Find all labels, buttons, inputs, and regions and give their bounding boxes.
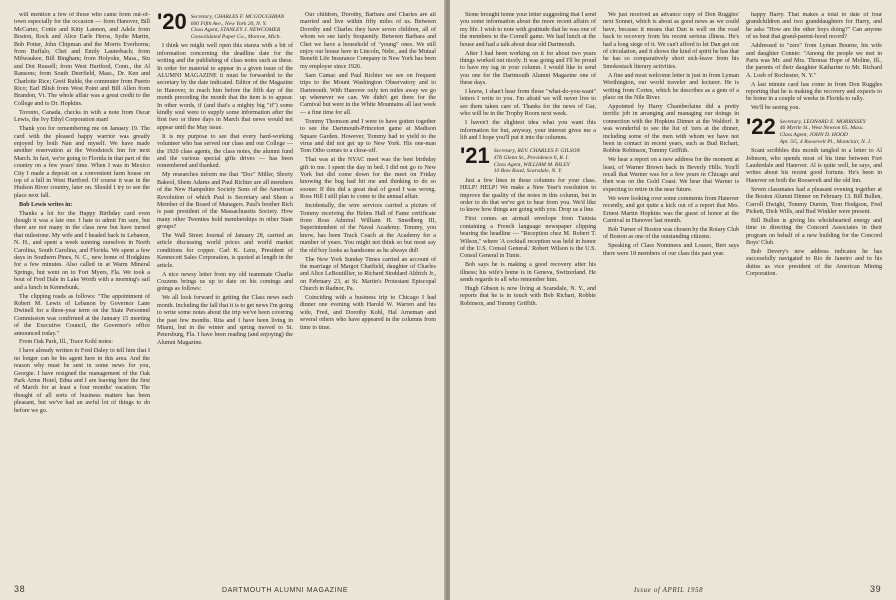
paragraph: That was at the NYAC meet was the best birthday gift to me. I spent the day in bed. I did not go to New York but did come down for the meet on Friday knowing the bug had hit me and thinking to do so sooner. If this did a great deal of good I was wrong. Ross Hill I still plan to come to the annual affair. bbox=[300, 157, 436, 201]
right-column-2 bbox=[603, 12, 739, 260]
paragraph: After I had been working on it for about two years things worked out nicely. It was going and I'll be proud to have my tag in your column. I would like to send you one for the Dartmouth Alumni Magazine one of these days. bbox=[460, 50, 596, 87]
paragraph: It is my purpose to see that every hard-working volunteer who has served our class and our College — the 1920 class agents, the class notes, the alumni fund and the various special gifts drives — has been remembered and thanked. bbox=[157, 133, 293, 170]
paragraph: From Oak Park, Ill., Trace Kohl notes: bbox=[19, 339, 113, 346]
paragraph: Tommy Thomson and I were to have gotten together to see the Dartmouth-Princeton game at Madison Square Garden. However, Tommy had to yield to the virus and did not get up to New York. His one-man Tom Otho comes to a close-off. bbox=[300, 118, 436, 155]
class-header-1922 bbox=[746, 113, 882, 145]
secretary-address: 46 Myrtle St., West Newton 65, Mass. bbox=[779, 125, 864, 132]
paragraph: Stone brought home your letter suggesting that I send you some information about the more recent affairs of my life. I wish to note with gratitude that he was one of the members to the Cornell game. We had lunch at the house and had a talk about dear old Dartmouth. bbox=[460, 12, 596, 48]
class-header-1920 bbox=[157, 12, 293, 40]
class-year: '21 bbox=[460, 143, 490, 169]
paragraph: I have already written to Fred Daley to tell him that I no longer can be his agent here in this area. And the reason why must be sent in some news for you, Georgie. I have resigned the management of the Oak Park Arms Hotel, Edna and I are leaving here the first of March for at least a four months' vacation. The thought of all sorts of business matters has been pleasant, but we've had an awful lot of things to do before we go. bbox=[14, 348, 150, 414]
paragraph: We all look forward to getting the Class news each month. Including the fall that it is to get news I'm going to write some notes about the trip we've been covering the past few months. Rita and I have been living in Miami, but in the winter and spring moved to St. Petersburg, Fla. I have been reading (and enjoying) the Alumni Magazine. bbox=[157, 295, 293, 346]
paragraph: Bob Turner of Boston was chosen by the Rotary Club of Boston as one of the outstanding citizens. bbox=[603, 226, 739, 241]
class-officers bbox=[494, 146, 580, 174]
left-running-footer: DARTMOUTH ALUMNI MAGAZINE bbox=[222, 587, 349, 594]
right-page bbox=[450, 0, 896, 600]
class-officers bbox=[191, 12, 285, 40]
paragraph: will mention a few of those who came from out-of-town especially for the occasion — from Hanover, Bill McCarter, Cottie and Kitty Lannon, and Adele from Boston, Rock and Alice Earle Heros, Sydie Martin, Bob Potter, John Chipman and the Morris Everhorns; from Buffalo, Chet and Emily Lauterbach; from Milwaukee, Bill Bingham; from Holyoke, Mass., Stu and Dot Russell; from West Hartford, Conn., the Al Ransons; from South Deerfield, Mass., Dr. Ken and Charlotte Rice; Greif Ruhle, the commuter from Puerto Rico; Earl Blish from West Point and Bill Allen from Brandon, Vt. The whole affair was a great credit to the College and to Dr. Hopkins. bbox=[14, 12, 150, 107]
agent-address: Consolidated Paper Co., Monroe, Mich. bbox=[190, 33, 281, 40]
paragraph: Bob says he is making a good recovery after his illness; his wife's home is in Geneva, Switzerland. He sends regards to all who remember him. bbox=[460, 262, 596, 284]
class-officers bbox=[780, 117, 872, 145]
agent-line: Class Agent, WILLIAM M. RILEY bbox=[493, 161, 570, 168]
paragraph: Thank you for remembering me on January 19. The card with the pleased happy warrior was greatly enjoyed by both Nan and myself. We have made another reservation at the Woodstock Inn for next March. In fact, we're going to Florida in that part of the country on a few years' time. When I was in Mexico City I made a deposit on a convenient farm house on top of a hill in West Hartford. Of course it was in the Hudson River country, later on. Should I try to see the place next fall. bbox=[14, 126, 150, 199]
paragraph: A nice newsy letter from my old teammate Charlie Cozzens brings us up to date on his comings and goings as follows: bbox=[157, 271, 293, 293]
paragraph: Speaking of Class Nominees and Losses, Bert says there were 18 members of our class this past year. bbox=[603, 243, 739, 257]
paragraph: Bill Bullen is giving his wholehearted energy and time in directing the Concord Associates in their program on behalf of a new building for the Concord Boys' Club. bbox=[746, 217, 882, 247]
secretary-address: 600 Fifth Ave., New York 20, N. Y. bbox=[190, 20, 267, 27]
paragraph: Bob Lewis writes in: bbox=[19, 201, 73, 208]
paragraph: We just received an advance copy of Don Ruggles' next Sonnet, which is about as good news as we could have, because it means that Dan is well on the road back to recovery from his recent serious illness. He's had a long siege of it. We can't afford to let Dan get out of circulation, and it shows the kind of spirit he has that he has so comparatively short sick-leave from his Smokestack literary activities. bbox=[603, 12, 739, 70]
left-page bbox=[0, 0, 446, 600]
paragraph: The clipping reads as follows: "The appointment of Robert M. Lewis of Lebanon by Governor Lane Dwinell for a three-year term on the State Personnel Commission was confirmed at the January 15 meeting of the Executive Council, the Governor's office announced today." bbox=[14, 293, 150, 337]
right-column-3 bbox=[746, 12, 882, 280]
paragraph: Thanks a lot for the Happy Birthday card even though it was a late one. I hate to admit I'm sure, but there are not many in the class now but have turned that milestone. My wife and I headed back in Lebanon, N. H., and spent a week sunning ourselves in North Carolina, South Carolina, and Florida. We spent a few days in Southern Pines, N. C., new home of Hodgkins for a few minutes. Also called in at Warm Mineral Springs, but went on to Fort Myers, Fla. We took a bout of Fred Dale in Lake Worth with a morning's sail and a lunch in Kennebunk. bbox=[14, 210, 150, 291]
paragraph: Toronto, Canada, checks in with a note from Oscar Lewis, the Ivy Ethyl Corporation man! bbox=[14, 109, 150, 124]
paragraph: We'll be seeing you. bbox=[751, 105, 801, 112]
paragraph: We hear a report on a new address for the moment at least, of Warner Brown back in Beverly Hills. You'll recall that Warner was for a few years in Chicago and then was on the Gold Coast. We hear that Warner is expecting to retire in the near future. bbox=[603, 157, 739, 193]
left-column-2 bbox=[157, 12, 293, 349]
paragraph: Appointed by Harry Chamberlaine did a pretty terrific job in arranging and managing our doings in connection with the Hopkins Dinner at the Waldorf. It was wonderful to see the list of 'zers at the dinner, including some of the men with whom we have not been in contact in recent years, such as Bud Richart, Robbie Robinson, Tommy Griffith. bbox=[603, 103, 739, 155]
right-running-footer: Issue of APRIL 1958 bbox=[634, 586, 704, 594]
paragraph: Bob Devery's new address indicates he has successfully navigated to Rio de Janeiro and to his duties as vice president of the American Mining Corporation. bbox=[746, 248, 882, 278]
paragraph: Scant scribbles this month tangled in a letter to Al Johnson, who spends most of his time between Fort Lauderdale and Hanover. Al is quite well, he says, and writes about his recent good fortune. He's been in Hanover on both the Roosevelt and the old Inn. bbox=[746, 148, 882, 184]
paragraph: Our children, Dorothy, Barbara and Charles are all married and live within fifty miles of us. Between Dorothy and Charles they have seven children, all of whom we see fairly frequently. Between Barbara and Chet we have a household of "young" ones. We still enjoy our house here in Lincoln, Nebr., and the Mutual Benefit Life Insurance Company in New York has been my employer since 1926. bbox=[300, 12, 436, 70]
right-column-1 bbox=[460, 12, 596, 310]
paragraph: I think we might well open this stanza with a bit of information concerning the deadline date for the writing and the publishing of class notes such as these. In order for material to appear in a given issue of the ALUMNI MAGAZINE it must be forwarded to the secretary by the date indicated. Editor of the Magazine in Hanover, to reach him before the fifth day of the month preceding the month that the item is to appear. In other words, if (and that's a mighty big "if") some kindly soul were to supply some information after the first two or three days in March that news would not appear until the May issue. bbox=[157, 43, 293, 131]
class-year: '22 bbox=[746, 113, 776, 139]
secretary-line: Secretary, CHARLES F. MCGOUGHRAN bbox=[190, 14, 285, 20]
paragraph: A fine and most welcome letter is just in from Lyman Worthington, our world traveler and lecturer. He is writing from Cortes, which he describes as a gem of a place on the Nile River. bbox=[603, 72, 739, 101]
paragraph: Coinciding with a business trip to Chicago I had dinner one evening with Harold W. Warren and his wife, Fred, and Dorothy Kohl, Hal Arneman and several others who have appeared in the columns from time to time. bbox=[300, 295, 436, 331]
paragraph: Just a few lines in these columns for your class. HELP! HELP! We make a New Year's resolution to improve the quality of the notes in this column, but in order to do that we've got to hear from you. We'd like to know how things are going with you. Drop us a line. bbox=[460, 177, 596, 214]
class-year: '20 bbox=[157, 12, 187, 34]
left-column-3 bbox=[300, 12, 436, 334]
paragraph: First comes an airmail envelope from Tunisia containing a French language newspaper clipping bearing the headline — "Reception chez M. Robert T. Wilson," where 'A cocktail reception was held in honor of the U.S. Consul General.' Robert Wilson is the U.S. Consul General in Tunis. bbox=[460, 216, 596, 260]
agent-line: Class Agent, JOHN D. HOOD bbox=[779, 131, 848, 138]
paragraph: Seven classmates had a pleasant evening together at the Boston Alumni Dinner on February 13. Bill Bullen, Carroll Dwight, Tommy Durnin, Tom Hodgson, Fred Pickett, Dick Wills, and Bud Winkler were present. bbox=[746, 186, 882, 215]
left-column-1 bbox=[14, 12, 150, 417]
paragraph: Incidentally, the wire services carried a picture of Tommy receiving the Helms Hall of Fame certificate from Ross Admiral William H. Smedberg III, Superintendent of the Naval Academy. Tommy, you know, has been Track Coach at the Academy for a number of years. You might not think so but most say the old boy looks as handsome as he always did! bbox=[300, 203, 436, 254]
paragraph: I know, I shan't hear from those "what-do-you-want" letters I write to you. I'm afraid we will never live to see them taken care of. Thanks for the news of Gar, who will be in the Trophy Room next week. bbox=[460, 89, 596, 118]
secretary-line: Secretary, REV. CHARLES F. GILSON bbox=[493, 148, 581, 155]
secretary-address: 476 Glenn St., Providence 6, R. I. bbox=[493, 155, 569, 161]
class-header-1921 bbox=[460, 143, 596, 175]
paragraph: The New York Sunday Times carried an account of the marriage of Margot Chatfield, daughter of Charles and Alice LeBoutillier, to Richard Stoddard Aldrich Jr., on February 23, at St. Martin's Protestant Episcopal Church in Radnor, Pa. bbox=[300, 256, 436, 293]
paragraph: A last minute card has come in from Don Ruggles reporting that he is making the recovery and expects to be home in a couple of weeks in Florida to rally. bbox=[746, 81, 882, 103]
paragraph: Sam Camac and Paul Richter we see on frequent trips to the Mount Washington Observatory and to Dartmouth. With Hanover only ten miles away we go up whenever we can. We didn't get there for the Carnival but were in the White Mountains all last week — a fine time for all. bbox=[300, 72, 436, 116]
paragraph: The Wall Street Journal of January 28, carried an article discussing world prices and world market conditions for copper. Carl K. Lenz, President of Kennecott Sales Corporation, is quoted at length in the article. bbox=[157, 233, 293, 269]
agent-address: 10 Bow Road, Scarsdale, N. Y. bbox=[493, 168, 563, 175]
paragraph: My researches inform me that "Doc" Miller, Shorty Bakeol, Shem Adams and Paul Richter are all members of the New Hampshire Society Sons of the American Revolution of which Paul is Secretary and Shem a Member of the Board of Managers. Paul's brother Rich is past president of the Massachusetts Society. How many other Twenties hold memberships in other State groups? bbox=[157, 172, 293, 231]
agent-address: Apt. 5G, 4 Roosevelt Pl., Montclair, N. J. bbox=[779, 138, 872, 145]
agent-line: Class Agent, STANLEY J. NEWCOMER bbox=[190, 27, 281, 34]
paragraph: Addressed to "zers" from Lyman Bourne, his wife and daughter Connie: "Among the people we met in Paris was Mr. and Mrs. Thomas Hope of Moline, Ill., the parents of their daughter Katharine to Mr. Richard A. Loeb of Rochester, N. Y." bbox=[746, 43, 882, 79]
paragraph: We were looking over some comments from Hanover recently, and got quite a kick out of a report that Mrs. Ernest Martin Hopkins was the guest of honor at the Carnival in Hanover last month. bbox=[603, 195, 739, 224]
secretary-line: Secretary, LEONARD E. MORRISSEY bbox=[779, 118, 866, 125]
paragraph: Hugh Gibson is now living at Scarsdale, N. Y., and reports that he is in touch with Bob Richart, Robbie Robinson, and Tommy Griffith. bbox=[460, 285, 596, 307]
paragraph: I haven't the slightest idea what you want this information for but, anyway, your interest gives me a lift and I hope you'll put it into the columns. bbox=[460, 120, 596, 141]
paragraph: happy Harry. That makes a total to date of four grandchildren and two granddaughters for Harry, and he asks "How are the other boys doing?" Can anyone of us beat that grand-parent-hood record? bbox=[746, 12, 882, 41]
left-page-number: 38 bbox=[14, 584, 26, 594]
right-page-number: 39 bbox=[870, 584, 882, 594]
